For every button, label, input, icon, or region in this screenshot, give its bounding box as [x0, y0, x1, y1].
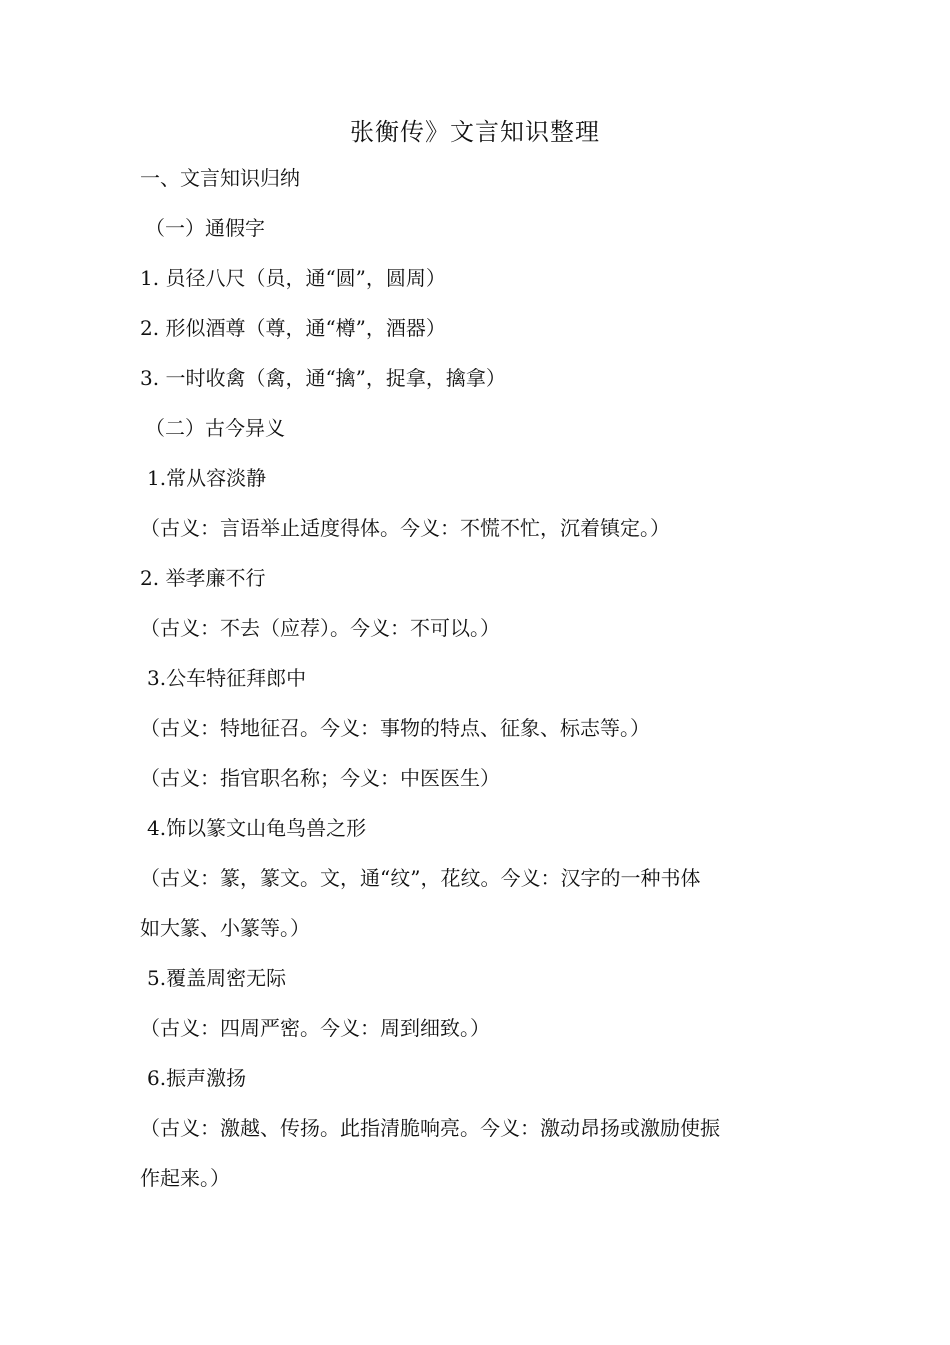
- explanation-text-continued: 作起来。）: [140, 1166, 230, 1190]
- example-phrase: 3.公车特征拜郎中: [147, 666, 307, 690]
- document-title: 张衡传》文言知识整理: [350, 118, 600, 146]
- explanation-text: （古义：不去（应荐）。今义：不可以。）: [140, 616, 500, 640]
- example-phrase: 5.覆盖周密无际: [147, 966, 287, 990]
- list-item: 2. 形似酒尊（尊，通“樽”，酒器）: [140, 316, 446, 340]
- subsection-heading-gujinyiyi: （二）古今异义: [145, 416, 285, 440]
- example-phrase: 2. 举孝廉不行: [140, 566, 266, 590]
- explanation-text: （古义：言语举止适度得体。今义：不慌不忙，沉着镇定。）: [140, 516, 670, 540]
- explanation-text: （古义：激越、传扬。此指清脆响亮。今义：激动昂扬或激励使振: [140, 1116, 720, 1140]
- explanation-text: （古义：指官职名称；今义：中医医生）: [140, 766, 500, 790]
- subsection-heading-tongjiazi: （一）通假字: [145, 216, 265, 240]
- example-phrase: 4.饰以篆文山龟鸟兽之形: [147, 816, 367, 840]
- list-item: 3. 一时收禽（禽，通“擒”，捉拿，擒拿）: [140, 366, 506, 390]
- explanation-text-continued: 如大篆、小篆等。）: [140, 916, 310, 940]
- list-item: 1. 员径八尺（员，通“圆”，圆周）: [140, 266, 446, 290]
- explanation-text: （古义：特地征召。今义：事物的特点、征象、标志等。）: [140, 716, 650, 740]
- section-heading: 一、文言知识归纳: [140, 166, 300, 190]
- example-phrase: 1.常从容淡静: [147, 466, 267, 490]
- explanation-text: （古义：篆，篆文。文，通“纹”，花纹。今义：汉字的一种书体: [140, 866, 701, 890]
- example-phrase: 6.振声激扬: [147, 1066, 247, 1090]
- explanation-text: （古义：四周严密。今义：周到细致。）: [140, 1016, 490, 1040]
